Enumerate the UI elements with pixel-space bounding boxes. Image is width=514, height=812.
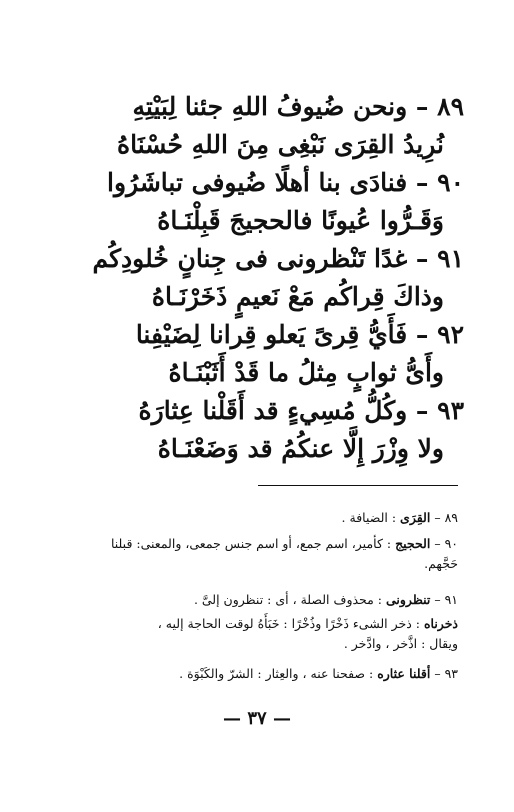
footnote-number: ٩١ — [444, 592, 458, 607]
verse-hemistich: وَقَـرُّوا عُيونًا فالحجيجَ قَبِلْنَـاهُ — [157, 206, 444, 235]
verse-number: ٨٩ — [437, 92, 464, 121]
verse-91-line-1 — [92, 242, 464, 276]
verse-hemistich: وذاكَ قِراكُم مَعْ نَعيمٍ ذَخَرْنَـاهُ — [151, 282, 444, 311]
verse-dash: – — [407, 92, 429, 121]
footnote-term: الحجيج — [395, 536, 431, 551]
footnote-text: : صفحنا عنه ، والعِثار : الشرّ والكَبْوَة . — [179, 666, 374, 681]
verse-hemistich: فَأَيُّ قِرىً يَعلو قِرانا لِضَيْفِنا — [135, 320, 408, 349]
footnote-term: أقلنا عثاره — [377, 666, 431, 681]
footnote-text: : الضيافة . — [341, 510, 397, 525]
footnote-number: ٩٠ — [444, 536, 458, 551]
footnote-number: ٨٩ — [444, 510, 458, 525]
verse-hemistich: وكُلُّ مُسِيءٍ قد أَقَلْنا عِثارَهُ — [138, 396, 408, 425]
footnote-term: ذخرناه — [423, 616, 458, 631]
footnote-90-continuation — [424, 554, 458, 574]
footnote-text: : محذوف الصلة ، أى : تنظرون إلىَّ . — [193, 592, 383, 607]
verse-number: ٩٠ — [437, 168, 464, 197]
verse-number: ٩٢ — [437, 320, 464, 349]
footnote-text: حَجَّهم. — [424, 556, 458, 571]
footnote-93: ٩٣ – أقلنا عثاره : صفحنا عنه ، والعِثار : الشرّ والكَبْوَة . — [179, 666, 458, 681]
footnote-text: : ذخر الشىء ذَخْرًا وذُخْرًا : خَبَأَهُ لوقت الحاجة إليه ، — [157, 616, 420, 631]
verse-93-line-1 — [139, 394, 464, 428]
verse-91-line-2 — [152, 280, 444, 314]
verse-89-line-2 — [117, 128, 444, 162]
footnote-91-b-continuation — [344, 634, 458, 654]
verse-hemistich: فنادَى بنا أهلًا ضُيوفى تباشَرُوا — [107, 168, 408, 197]
verse-dash: – — [407, 168, 429, 197]
verse-hemistich: ولا وِزْرَ إِلَّا عنكُمُ قد وَضَعْنَـاهُ — [157, 434, 444, 463]
verse-dash: – — [407, 396, 429, 425]
footnote-text: ويقال : اذَّخر ، وادَّخر . — [343, 636, 458, 651]
verse-number: ٩١ — [437, 244, 464, 273]
page-number: — ٣٧ — — [223, 708, 291, 729]
verse-hemistich: ونحن ضُيوفُ اللهِ جئنا لِبَيْتِهِ — [132, 92, 408, 121]
verse-92-line-1 — [136, 318, 464, 352]
verse-hemistich: وأَىُّ ثوابٍ مِثلُ ما قَدْ أَثَبْنَـاهُ — [168, 358, 444, 387]
footnote-90: ٩٠ – الحجيج : كأمير، اسم جمع، أو اسم جنس جمعى، والمعنى: قبلنا — [110, 536, 458, 551]
verse-dash: – — [407, 244, 429, 273]
footnote-text: : كأمير، اسم جمع، أو اسم جنس جمعى، والمعنى: قبلنا — [110, 536, 392, 551]
footnote-91-b — [158, 614, 458, 634]
verse-93-line-2 — [158, 432, 444, 466]
verse-hemistich: غدًا تَنْظرونى فى جِنانٍ خُلودِكُم — [92, 244, 408, 273]
footnote-term: القِرَى — [400, 510, 431, 525]
footnote-divider — [258, 485, 458, 486]
verse-90-line-2 — [157, 204, 444, 238]
footnote-91: ٩١ – تنظرونى : محذوف الصلة ، أى : تنظرون إلىَّ . — [193, 592, 458, 607]
footnote-term: تنظرونى — [386, 592, 431, 607]
verse-92-line-2 — [169, 356, 444, 390]
verse-dash: – — [407, 320, 429, 349]
verse-89-line-1 — [133, 90, 464, 124]
footnote-number: ٩٣ — [444, 666, 458, 681]
verse-hemistich: نُرِيدُ القِرَى نَبْغِى مِنَ اللهِ حُسْنَاهُ — [116, 130, 444, 159]
verse-90-line-1 — [107, 166, 464, 200]
footnote-89: ٨٩ – القِرَى : الضيافة . — [341, 510, 458, 525]
verse-number: ٩٣ — [437, 396, 464, 425]
